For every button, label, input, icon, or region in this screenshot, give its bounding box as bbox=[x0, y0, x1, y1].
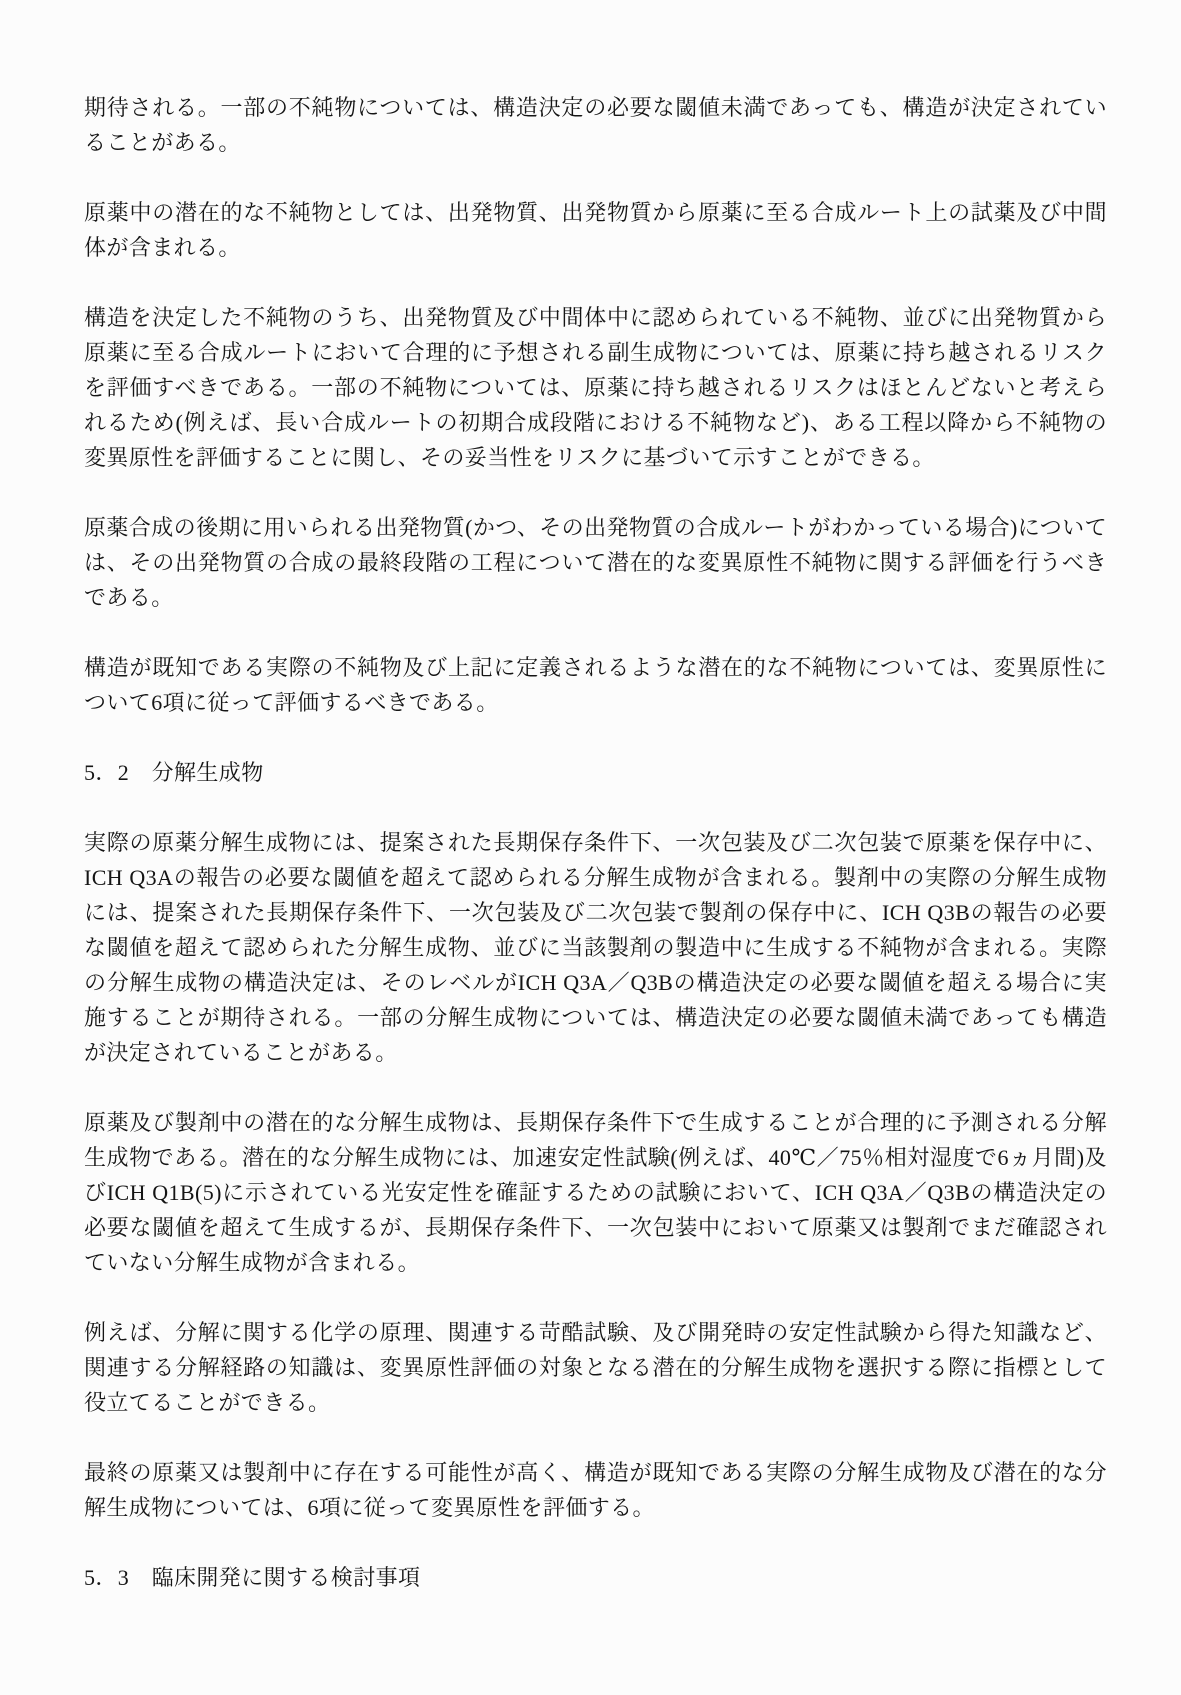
body-paragraph: 構造を決定した不純物のうち、出発物質及び中間体中に認められている不純物、並びに出発物質から原薬に至る合成ルートにおいて合理的に予想される副生成物については、原薬に持ち越されるリスクを評価すべきである。一部の不純物については、原薬に持ち越されるリスクはほとんどないと考えられるため(例えば、長い合成ルートの初期合成段階における不純物など)、ある工程以降から不純物の変異原性を評価することに関し、その妥当性をリスクに基づいて示すことができる。 bbox=[84, 305, 1107, 470]
body-paragraph: 構造が既知である実際の不純物及び上記に定義されるような潜在的な不純物については、変異原性について6項に従って評価するべきである。 bbox=[84, 655, 1107, 715]
body-paragraph: 原薬合成の後期に用いられる出発物質(かつ、その出発物質の合成ルートがわかっている場合)については、その出発物質の合成の最終段階の工程について潜在的な変異原性不純物に関する評価を行うべきである。 bbox=[84, 515, 1107, 610]
section-heading-5-3: 5．3 臨床開発に関する検討事項 bbox=[84, 1565, 421, 1590]
body-paragraph: 期待される。一部の不純物については、構造決定の必要な閾値未満であっても、構造が決定されていることがある。 bbox=[84, 95, 1107, 155]
body-paragraph: 最終の原薬又は製剤中に存在する可能性が高く、構造が既知である実際の分解生成物及び潜在的な分解生成物については、6項に従って変異原性を評価する。 bbox=[84, 1460, 1107, 1520]
body-paragraph: 実際の原薬分解生成物には、提案された長期保存条件下、一次包装及び二次包装で原薬を保存中に、ICH Q3Aの報告の必要な閾値を超えて認められる分解生成物が含まれる。製剤中の実際の分解生成物には、提案された長期保存条件下、一次包装及び二次包装で製剤の保存中に、ICH Q3Bの報告の必要な閾値を超えて認められた分解生成物、並びに当該製剤の製造中に生成する不純物が含まれる。実際の分解生成物の構造決定は、そのレベルがICH Q3A／Q3Bの構造決定の必要な閾値を超える場合に実施することが期待される。一部の分解生成物については、構造決定の必要な閾値未満であっても構造が決定されていることがある。 bbox=[84, 830, 1107, 1065]
body-paragraph: 原薬中の潜在的な不純物としては、出発物質、出発物質から原薬に至る合成ルート上の試薬及び中間体が含まれる。 bbox=[84, 200, 1107, 260]
section-heading-5-2: 5．2 分解生成物 bbox=[84, 760, 264, 785]
body-paragraph: 原薬及び製剤中の潜在的な分解生成物は、長期保存条件下で生成することが合理的に予測される分解生成物である。潜在的な分解生成物には、加速安定性試験(例えば、40℃／75％相対湿度で6ヵ月間)及びICH Q1B(5)に示されている光安定性を確証するための試験において、ICH Q3A／Q3Bの構造決定の必要な閾値を超えて生成するが、長期保存条件下、一次包装中において原薬又は製剤でまだ確認されていない分解生成物が含まれる。 bbox=[84, 1110, 1107, 1275]
body-paragraph: 例えば、分解に関する化学の原理、関連する苛酷試験、及び開発時の安定性試験から得た知識など、関連する分解経路の知識は、変異原性評価の対象となる潜在的分解生成物を選択する際に指標として役立てることができる。 bbox=[84, 1320, 1107, 1415]
